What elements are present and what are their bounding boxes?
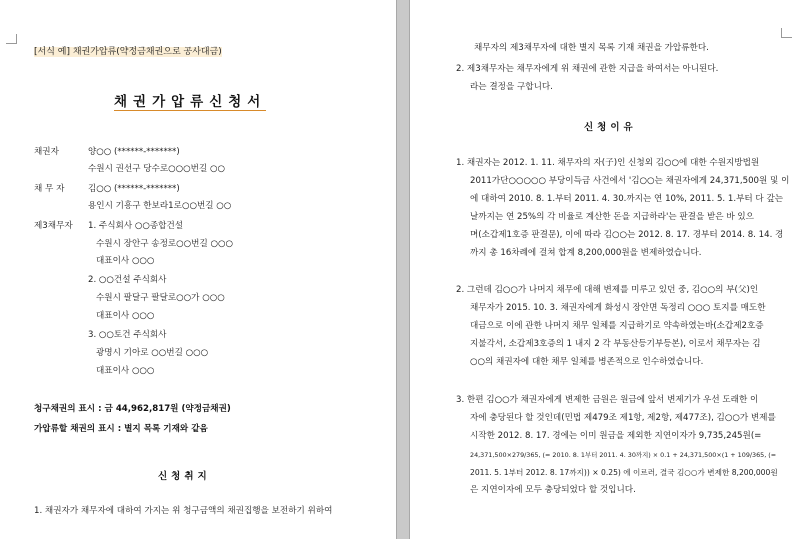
paragraph-line-formula: 2011. 5. 1부터 2012. 8. 17까지)) × 0.25) 에 이르러, 결국 김○○가 변제한 8,200,000원 bbox=[470, 468, 778, 477]
document-page-left bbox=[0, 0, 397, 539]
creditor-label: 채권자 bbox=[34, 147, 59, 157]
paragraph-line: 2011가단○○○○○ 부당이득금 사건에서 '김○○는 채권자에게 24,371,500원 및 이 bbox=[470, 176, 790, 186]
third-debtor-3-address: 광명시 기아로 ○○번길 ○○○ bbox=[96, 348, 209, 358]
third-debtor-1-representative: 대표이사 ○○○ bbox=[96, 256, 155, 266]
paragraph-line: ○○의 채권자에 대한 채무 일체를 병존적으로 인수하였습니다. bbox=[470, 357, 704, 367]
paragraph-line: 3. 한편 김○○가 채권자에게 변제한 금원은 원금에 앞서 변제기가 우선 도래한 이 bbox=[456, 395, 759, 405]
form-title-text: [서식 예] 채권가압류(약정금채권으로 공사대금) bbox=[34, 47, 222, 57]
paragraph-line-formula: 24,371,500×279/365, (= 2010. 8. 1부터 2011. 4. 30까지) × 0.1 + 24,371,500×(1 + 109/365, (= bbox=[470, 451, 777, 459]
debtor-name: 김○○ (******-*******) bbox=[88, 184, 180, 194]
third-debtor-2-representative: 대표이사 ○○○ bbox=[96, 311, 155, 321]
paragraph-line: 대금으로 이에 관한 나머지 채무 일체를 지급하기로 약속하였는바(소갑제2호증 bbox=[470, 321, 764, 331]
paragraph-line: 은 지연이자에 모두 충당되었다 할 것입니다. bbox=[470, 485, 636, 495]
purpose-item-1-cont: 채무자의 제3채무자에 대한 별지 목록 기재 채권을 가압류한다. bbox=[474, 43, 709, 53]
paragraph-line: 2. 그런데 김○○가 나머지 채무에 대해 변제를 미루고 있던 중, 김○○의 부(父)인 bbox=[456, 285, 759, 295]
paragraph-line: 날까지는 연 25%의 각 비율로 계산한 돈을 지급하라'는 판결을 받은 바 있으 bbox=[470, 212, 754, 222]
paragraph-line: 1. 채권자는 2012. 1. 11. 채무자의 자(子)인 신청외 김○○에 대한 수원지방법원 bbox=[456, 158, 760, 168]
seizure-statement: 가압류할 채권의 표시 : 별지 목록 기재와 같음 bbox=[34, 424, 208, 434]
debtor-label: 채 무 자 bbox=[34, 184, 65, 194]
paragraph-line: 지불각서, 소갑제3호증의 1 내지 2 각 부동산등기부등본), 이로서 채무자는 김 bbox=[470, 339, 761, 349]
creditor-address: 수원시 권선구 당수로○○○번길 ○○ bbox=[88, 164, 226, 174]
paragraph-line: 까지 총 16차례에 걸쳐 합계 8,200,000원을 변제하였습니다. bbox=[470, 248, 702, 258]
paragraph-line: 시작한 2012. 8. 17. 경에는 이미 원금을 제외한 지연이자가 9,735,245원(= bbox=[470, 431, 762, 441]
document-title bbox=[114, 94, 267, 110]
purpose-closing: 라는 결정을 구합니다. bbox=[470, 82, 553, 92]
claim-statement: 청구채권의 표시 : 금 44,962,817원 (약정금채권) bbox=[34, 404, 231, 414]
paragraph-line: 에 대하여 2010. 8. 1.부터 2011. 4. 30.까지는 연 10%, 2011. 5. 1.부터 다 갚는 bbox=[470, 194, 784, 204]
third-debtor-label: 제3채무자 bbox=[34, 221, 73, 231]
third-debtor-2: 2. ○○건설 주식회사 bbox=[88, 275, 167, 285]
purpose-heading: 신청취지 bbox=[158, 471, 211, 482]
purpose-item-1: 1. 채권자가 채무자에 대하여 가지는 위 청구금액의 채권집행을 보전하기 위하여 bbox=[34, 506, 333, 516]
third-debtor-2-address: 수원시 팔달구 팔달로○○가 ○○○ bbox=[96, 293, 225, 303]
document-title-text: 채권가압류신청서 bbox=[114, 94, 267, 110]
third-debtor-3: 3. ○○토건 주식회사 bbox=[88, 330, 167, 340]
reason-heading: 신청이유 bbox=[584, 122, 637, 133]
debtor-address: 용인시 기흥구 한보라1로○○번길 ○○ bbox=[88, 201, 232, 211]
margin-corner-mark bbox=[781, 28, 792, 38]
paragraph-line: 며(소갑제1호증 판결문), 이에 따라 김○○는 2012. 8. 17. 경부터 2014. 8. 14. 경 bbox=[470, 230, 784, 240]
third-debtor-1: 1. 주식회사 ○○종합건설 bbox=[88, 221, 184, 231]
paragraph-line: 채무자가 2015. 10. 3. 채권자에게 화성시 장안면 독정리 ○○○ 토지를 매도한 bbox=[470, 303, 766, 313]
paragraph-line: 자에 충당된다 할 것인데(민법 제479조 제1항, 제2항, 제477조), 김○○가 변제를 bbox=[470, 413, 776, 423]
third-debtor-3-representative: 대표이사 ○○○ bbox=[96, 366, 155, 376]
third-debtor-1-address: 수원시 장안구 송정로○○번길 ○○○ bbox=[96, 239, 234, 249]
creditor-name: 양○○ (******-*******) bbox=[88, 147, 180, 157]
document-page-right bbox=[409, 0, 800, 539]
form-title bbox=[34, 47, 222, 58]
purpose-item-2: 2. 제3채무자는 채무자에게 위 채권에 관한 지급을 하여서는 아니된다. bbox=[456, 64, 719, 74]
margin-corner-mark bbox=[6, 34, 17, 44]
